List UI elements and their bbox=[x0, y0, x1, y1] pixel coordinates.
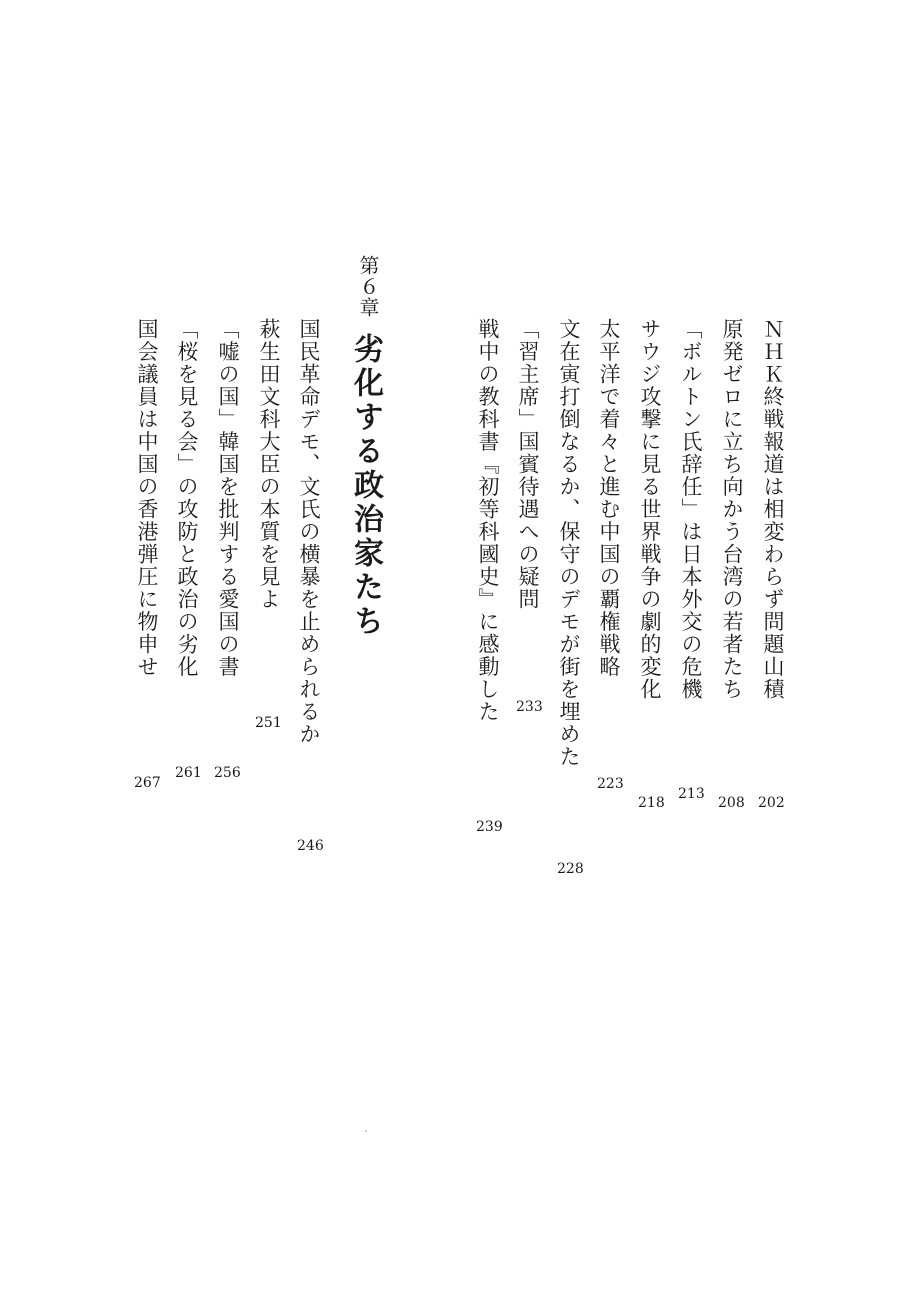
toc-page-number: 228 bbox=[557, 861, 584, 877]
toc-page-number: 202 bbox=[758, 795, 785, 811]
toc-page-number: 267 bbox=[134, 775, 161, 791]
toc-page-number: 223 bbox=[597, 776, 624, 792]
toc-entry-title: 「習主席」国賓待遇への疑問 bbox=[516, 318, 540, 611]
toc-page-number: 213 bbox=[678, 786, 705, 802]
toc-page-number: 256 bbox=[214, 765, 241, 781]
toc-entry-title: 国民革命デモ、文氏の横暴を止められるか bbox=[297, 318, 321, 746]
toc-entry-title: 原発ゼロに立ち向かう台湾の若者たち bbox=[720, 318, 744, 701]
toc-entry-title: 太平洋で着々と進む中国の覇権戦略 bbox=[597, 318, 621, 678]
toc-page-number: 233 bbox=[516, 699, 543, 715]
chapter-title: 劣化する政治家たち bbox=[348, 333, 383, 639]
toc-entry-title: 萩生田文科大臣の本質を見よ bbox=[257, 318, 281, 611]
toc-entry-title: 「桜を見る会」の攻防と政治の劣化 bbox=[175, 318, 199, 678]
toc-page-number: 246 bbox=[297, 838, 324, 854]
toc-entry-title: 文在寅打倒なるか、保守のデモが街を埋めた bbox=[557, 318, 581, 768]
toc-page-number: 208 bbox=[718, 795, 745, 811]
toc-page-number: 239 bbox=[476, 819, 503, 835]
page-speck bbox=[365, 1130, 367, 1132]
toc-page-number: 251 bbox=[255, 715, 282, 731]
toc-entry-title: 戦中の教科書『初等科國史』に感動した bbox=[476, 318, 500, 723]
toc-entry-title: サウジ攻撃に見る世界戦争の劇的変化 bbox=[638, 318, 662, 701]
toc-entry-title: 国会議員は中国の香港弾圧に物申せ bbox=[135, 318, 159, 678]
toc-page-number: 261 bbox=[175, 765, 202, 781]
chapter-label: 第６章 bbox=[356, 255, 380, 318]
toc-page-number: 218 bbox=[638, 795, 665, 811]
toc-entry-title: 「ボルトン氏辞任」は日本外交の危機 bbox=[679, 318, 703, 701]
toc-entry-title: ＮＨＫ終戦報道は相変わらず問題山積 bbox=[761, 318, 785, 701]
toc-entry-title: 「嘘の国」韓国を批判する愛国の書 bbox=[216, 318, 240, 678]
